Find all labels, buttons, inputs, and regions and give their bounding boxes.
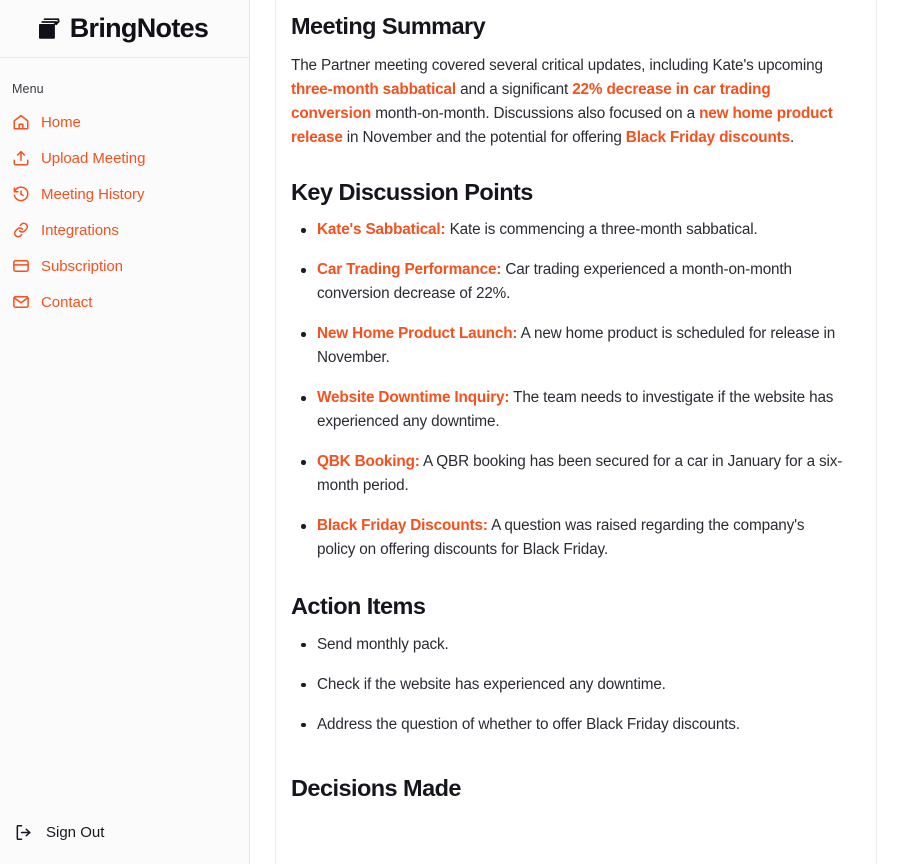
- summary-text: in November and the potential for offering: [342, 129, 626, 147]
- summary-highlight: Black Friday discounts: [625, 129, 790, 147]
- action-item: Check if the website has experienced any downtime.: [291, 673, 843, 697]
- action-items-list: [291, 633, 860, 737]
- action-items-heading: Action Items: [291, 593, 426, 620]
- sidebar-item-label: Contact: [41, 293, 93, 311]
- stacked-cards-icon: [35, 15, 63, 43]
- key-point-label: Kate's Sabbatical:: [317, 221, 446, 239]
- brand-header[interactable]: [0, 0, 249, 58]
- logout-icon: [14, 823, 33, 842]
- meeting-summary-heading: Meeting Summary: [291, 13, 486, 39]
- sidebar-item-label: Meeting History: [41, 185, 145, 203]
- sign-out-label: Sign Out: [46, 823, 105, 841]
- home-icon: [12, 113, 30, 131]
- key-point-text: A question was raised regarding the company's policy on offering discounts for Black Friday.: [317, 517, 805, 559]
- key-discussion-point-item: [291, 218, 843, 242]
- sidebar-item-subscription[interactable]: [12, 248, 239, 284]
- key-discussion-points-list: [291, 218, 860, 562]
- sidebar-item-upload-meeting[interactable]: [12, 140, 239, 176]
- key-point-label: QBK Booking:: [317, 453, 420, 471]
- action-item: Address the question of whether to offer Black Friday discounts.: [291, 713, 843, 737]
- content-gutter: [250, 0, 276, 864]
- sign-out-button[interactable]: [0, 810, 249, 854]
- sidebar-item-home[interactable]: [12, 104, 239, 140]
- meeting-summary-paragraph: [291, 54, 843, 150]
- upload-icon: [12, 149, 30, 167]
- key-discussion-point-item: [291, 322, 843, 370]
- summary-text: .: [789, 129, 795, 147]
- sidebar-item-integrations[interactable]: [12, 212, 239, 248]
- key-point-text: Kate is commencing a three-month sabbatical.: [445, 221, 758, 239]
- key-discussion-point-item: [291, 258, 843, 306]
- meeting-notes-document: [276, 0, 877, 864]
- main-scroll-area[interactable]: [276, 0, 916, 864]
- key-point-label: Black Friday Discounts:: [317, 517, 488, 535]
- key-point-label: Website Downtime Inquiry:: [317, 389, 510, 407]
- credit-card-icon: [12, 257, 30, 275]
- brand-name: BringNotes: [69, 13, 209, 43]
- sidebar-nav: [0, 104, 249, 320]
- sidebar-item-contact[interactable]: [12, 284, 239, 320]
- key-discussion-point-item: [291, 514, 843, 562]
- sidebar-item-meeting-history[interactable]: [12, 176, 239, 212]
- mail-icon: [12, 293, 30, 311]
- summary-highlight: three-month sabbatical: [291, 81, 456, 99]
- summary-highlight: 22% decrease in car trading conversion: [291, 81, 771, 123]
- key-discussion-point-item: [291, 450, 843, 498]
- sidebar-item-label: Integrations: [41, 221, 119, 239]
- key-point-text: The team needs to investigate if the website has experienced any downtime.: [317, 389, 834, 431]
- key-discussion-point-item: [291, 386, 843, 434]
- key-point-text: A new home product is scheduled for release in November.: [317, 325, 836, 367]
- sidebar-item-label: Subscription: [41, 257, 123, 275]
- sidebar-spacer: [0, 320, 249, 810]
- menu-section-label: Menu: [12, 82, 44, 96]
- sidebar-item-label: Home: [41, 113, 81, 131]
- key-point-text: A QBR booking has been secured for a car in January for a six-month period.: [317, 453, 843, 495]
- history-clock-icon: [12, 185, 30, 203]
- sidebar: [0, 0, 250, 864]
- summary-highlight: new home product release: [291, 105, 833, 147]
- summary-text: and a significant: [456, 81, 573, 99]
- key-point-label: Car Trading Performance:: [317, 261, 502, 279]
- sidebar-item-label: Upload Meeting: [41, 149, 146, 167]
- summary-text: month-on-month. Discussions also focused on a: [371, 105, 700, 123]
- decisions-made-heading: Decisions Made: [291, 774, 461, 801]
- key-point-label: New Home Product Launch:: [317, 325, 518, 343]
- action-item: Send monthly pack.: [291, 633, 843, 657]
- link-icon: [12, 221, 30, 239]
- key-discussion-points-heading: Key Discussion Points: [291, 179, 533, 206]
- key-point-text: Car trading experienced a month-on-month conversion decrease of 22%.: [317, 261, 792, 303]
- summary-text: The Partner meeting covered several critical updates, including Kate's upcoming: [291, 57, 823, 75]
